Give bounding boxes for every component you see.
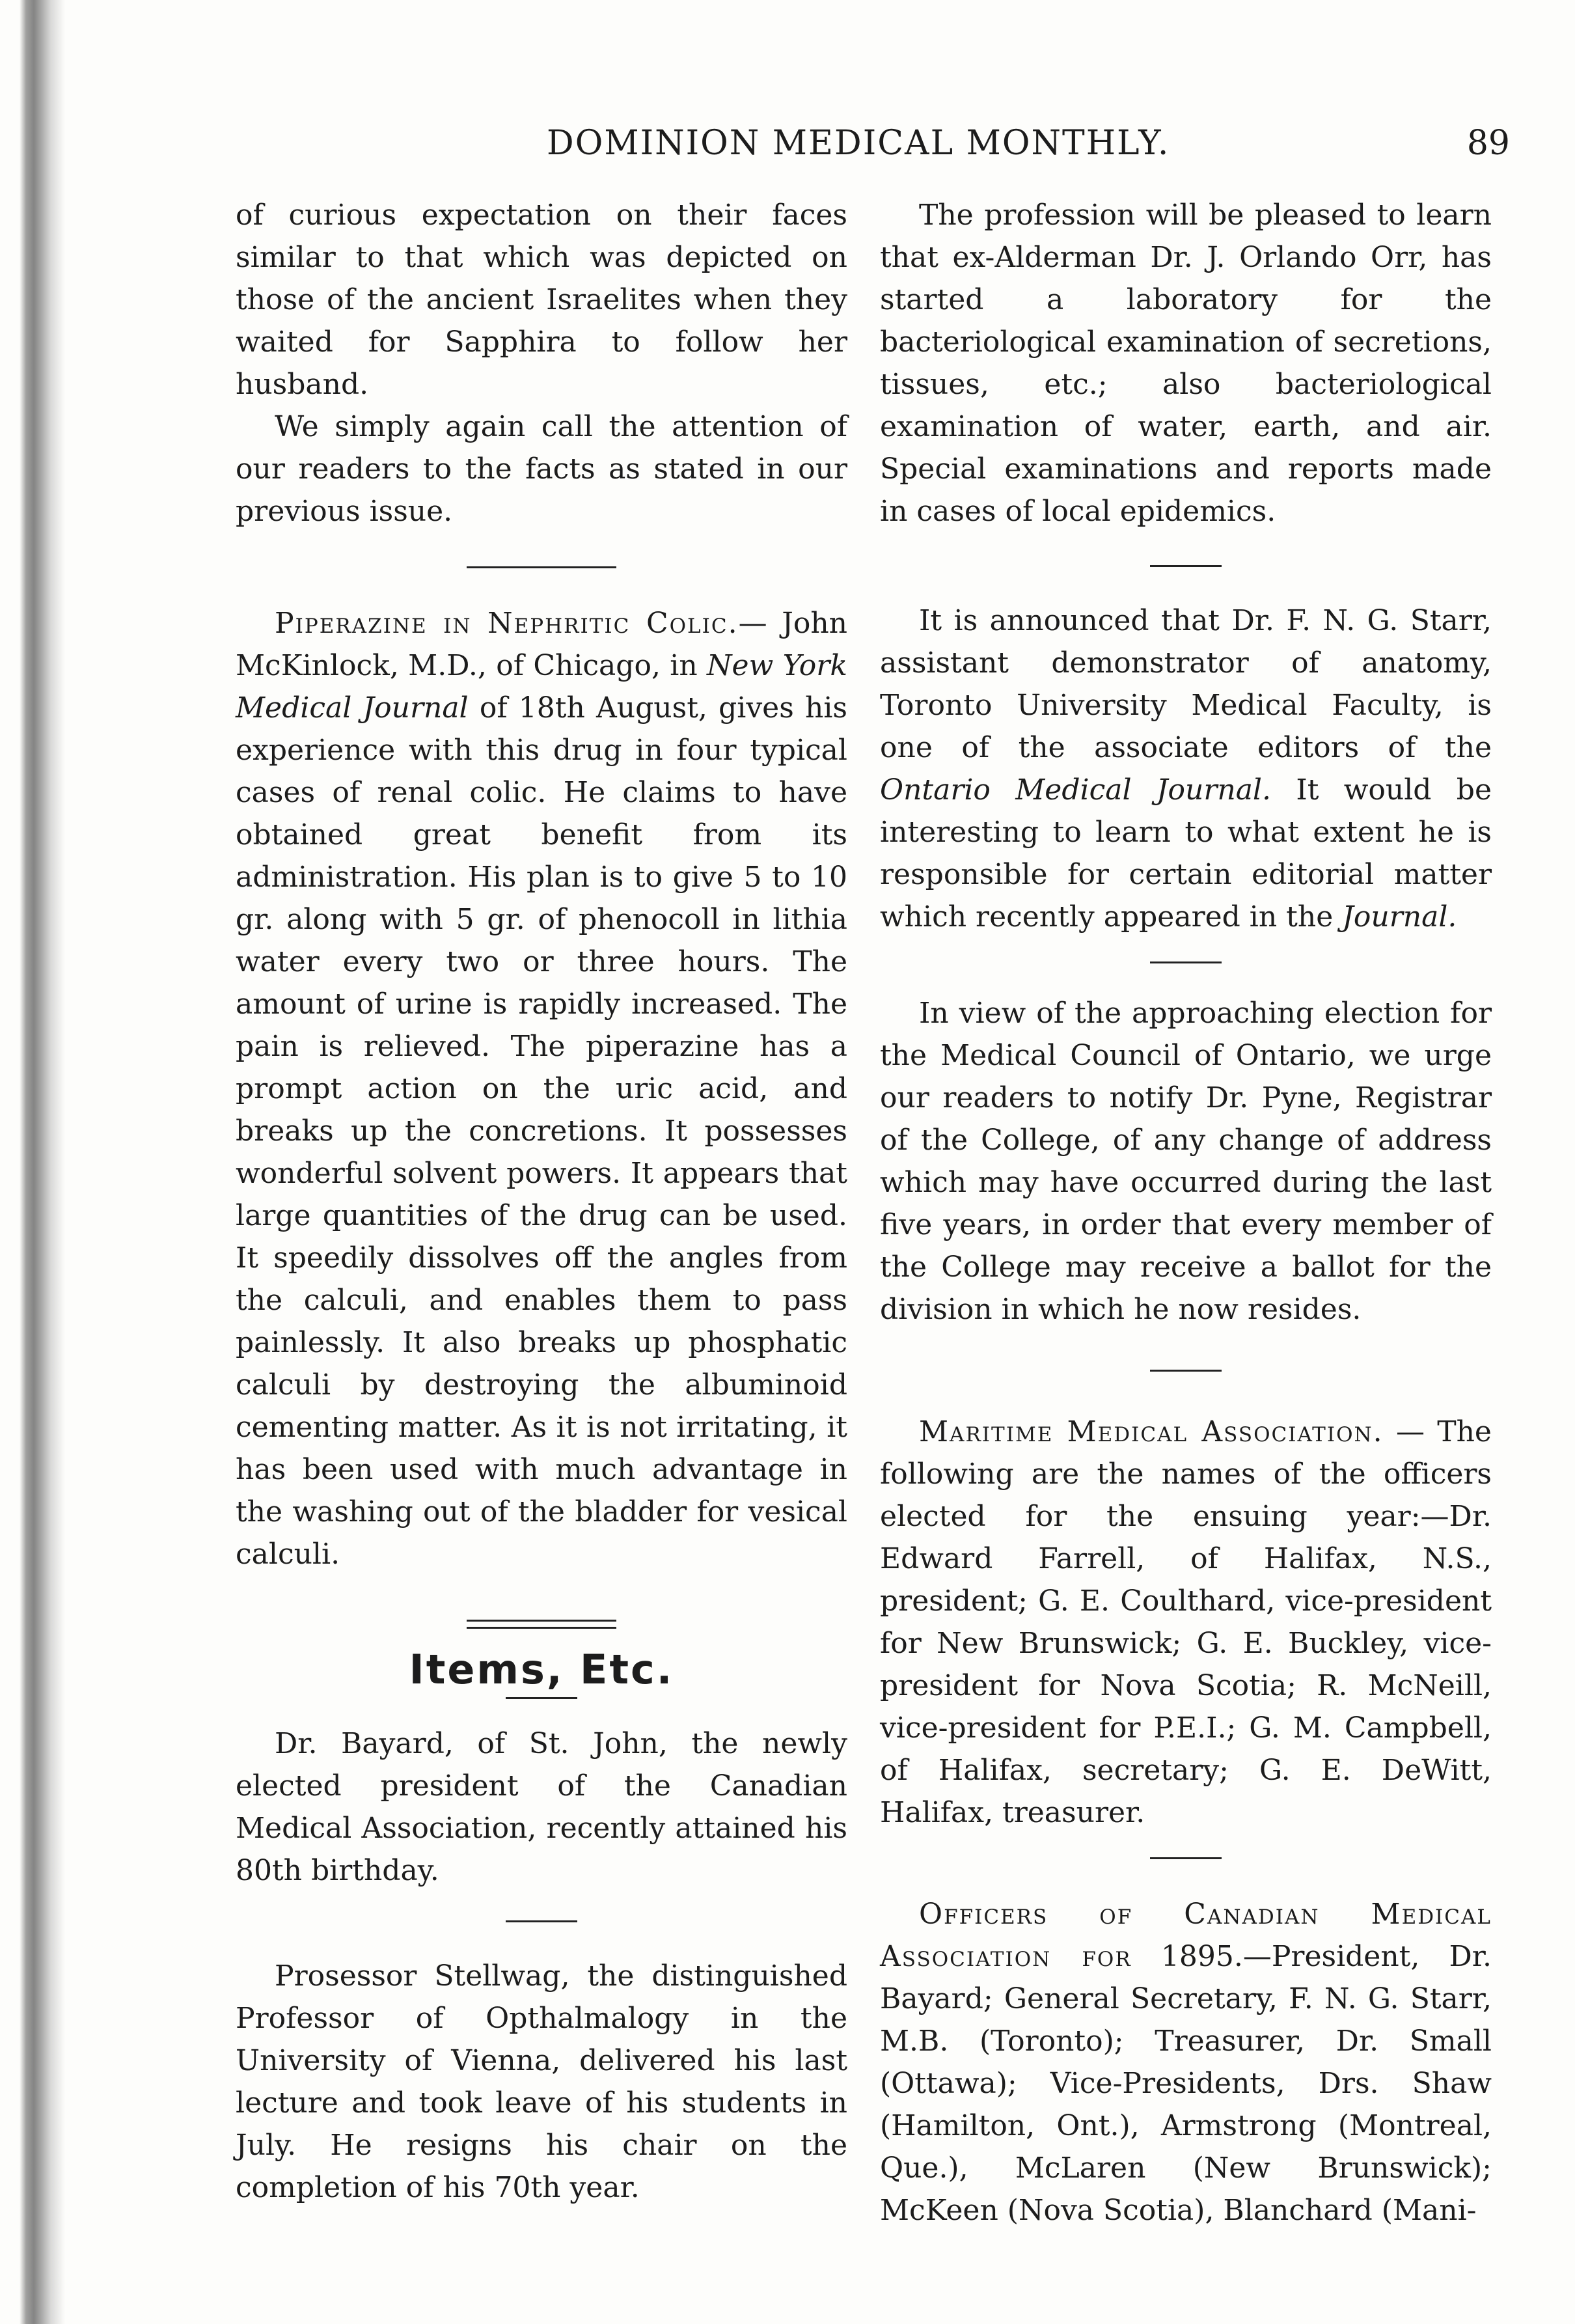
page-header xyxy=(234,124,1510,176)
maritime-item xyxy=(880,1411,1492,1834)
left-column xyxy=(236,194,847,2209)
section-title: Items, Etc. xyxy=(409,1646,674,1693)
page-number: 89 xyxy=(1466,124,1510,163)
heading-dash: — xyxy=(738,607,767,640)
journal-title: New York Medical Journal xyxy=(236,649,847,725)
binding-edge xyxy=(0,0,78,2324)
bayard-item: Dr. Bayard, of St. John, the newly elected president of the Canadian Medical Association, recently attained his 80th birthday. xyxy=(236,1727,847,1887)
journal-title: Ontario Medical Journal. xyxy=(880,773,1271,807)
starr-text-intro: It is announced that Dr. F. N. G. Starr, assistant demonstrator of anatomy, Toronto University Medical Faculty, is one of the associate editors of the xyxy=(880,604,1492,764)
maritime-text: The following are the names of the officers elected for the ensuing year:—Dr. Edward Farrell, of Halifax, N.S., president; G. E. Coulthard, vice-president for New Brunswick; G. E. Buckley, vice-president for Nova Scotia; R. McNeill, vice-president for P.E.I.; G. M. Campbell, of Halifax, secretary; G. E. DeWitt, Halifax, treasurer. xyxy=(880,1415,1492,1829)
journal-short-title: Journal. xyxy=(1342,900,1457,934)
piperazine-article xyxy=(236,602,847,1575)
stellwag-item: Prosessor Stellwag, the distinguished Professor of Opthalmalogy in the University of Vienna, delivered his last lecture and took leave of his students in July. He resigns his chair on the completion of his 70th year. xyxy=(236,1959,847,2204)
orr-item: The profession will be pleased to learn that ex-Alderman Dr. J. Orlando Orr, has started a laboratory for the bacteriological examination of secretions, tissues, etc.; also bacteriological examination of water, earth, and air. Special examinations and reports made in cases of local epidemics. xyxy=(880,199,1492,528)
continued-paragraph: of curious expectation on their faces similar to that which was depicted on those of the ancient Israelites when they waited for Sapphira to follow her husband. xyxy=(236,199,847,401)
readers-note-paragraph: We simply again call the attention of our readers to the facts as stated in our previous issue. xyxy=(236,410,847,528)
heading-dash: — xyxy=(1395,1415,1425,1448)
right-column xyxy=(880,194,1492,2232)
article-heading: Piperazine in Nephritic Colic. xyxy=(275,607,739,640)
officers-text: —President, Dr. Bayard; General Secretary, F. N. G. Starr, M.B. (Toronto); Treasurer, Dr. Small (Ottawa); Vice-Presidents, Drs. Shaw (Hamilton, Ont.), Armstrong (Montreal, Que.), McLaren (New Brunswick); McKeen (Nova Scotia), Blanchard (Mani- xyxy=(880,1940,1492,2227)
running-title: DOMINION MEDICAL MONTHLY. xyxy=(547,124,1170,163)
officers-year: 1895. xyxy=(1160,1940,1243,1973)
officers-heading: Officers of Canadian Medical Association for xyxy=(880,1898,1492,1973)
article-text-intro: John McKinlock, M.D., of Chicago, in xyxy=(236,607,847,682)
starr-text-body: It would be interesting to learn to what extent he is responsible for certain editorial matter which recently appeared in the xyxy=(880,773,1492,934)
starr-item xyxy=(880,600,1492,938)
double-rule-divider xyxy=(467,1620,616,1629)
maritime-heading: Maritime Medical Association. xyxy=(919,1415,1384,1448)
officers-item xyxy=(880,1893,1492,2232)
article-text-body: of 18th August, gives his experience with this drug in four typical cases of renal colic. He claims to have obtained great benefit from its administration. His plan is to give 5 to 10 gr. along with 5 gr. of phenocoll in lithia water every two or three hours. The amount of urine is rapidly increased. The pain is relieved. The piperazine has a prompt action on the uric acid, and breaks up the concretions. It possesses wonderful solvent powers. It appears that large quantities of the drug can be used. It speedily dissolves off the angles from the calculi, and enables them to pass painlessly. It also breaks up phosphatic calculi by destroying the albuminoid cementing matter. As it is not irritating, it has been used with much advantage in the washing out of the bladder for vesical calculi. xyxy=(236,691,847,1571)
election-item: In view of the approaching election for the Medical Council of Ontario, we urge our readers to notify Dr. Pyne, Registrar of the College, of any change of address which may have occurred during the last five years, in order that every member of the College may receive a ballot for the division in which he now resides. xyxy=(880,997,1492,1326)
